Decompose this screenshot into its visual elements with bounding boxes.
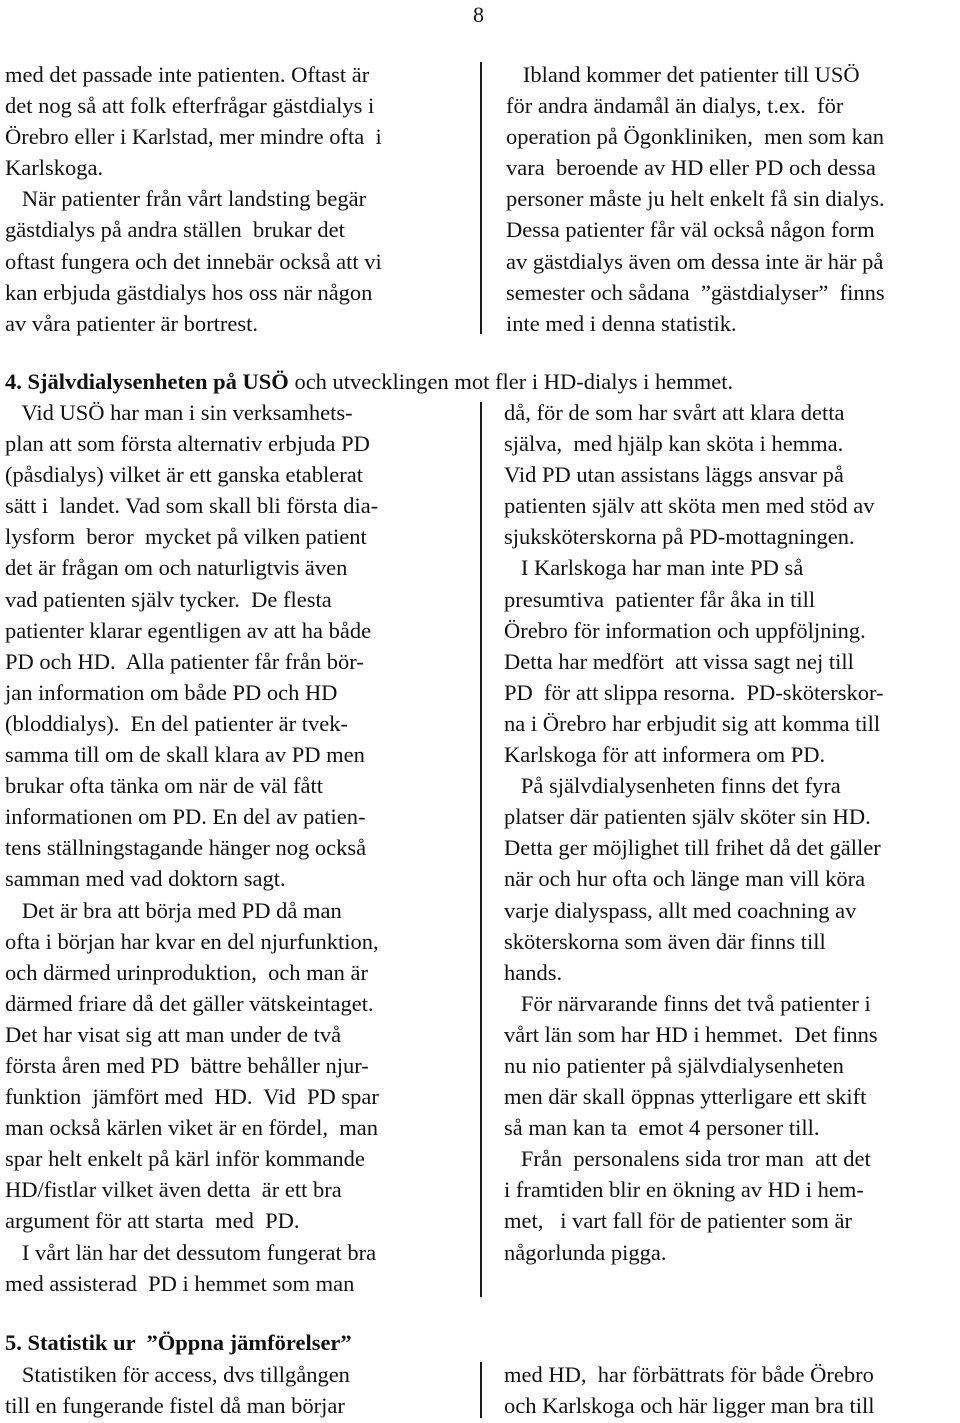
- section-4-right-column: [504, 397, 883, 1268]
- text-line: semester och sådana ”gästdialyser” finns: [506, 279, 885, 305]
- text-line: nu nio patienter på självdialysenheten: [504, 1052, 844, 1078]
- text-line: själva, med hjälp kan sköta i hemma.: [504, 431, 844, 457]
- text-line: patienten själv att sköta men med stöd av: [504, 493, 875, 519]
- text-line: Örebro för information och uppföljning.: [504, 617, 866, 643]
- text-line: informationen om PD. En del av patien-: [5, 804, 366, 830]
- text-line: med assisterad PD i hemmet som man: [5, 1270, 355, 1296]
- text-line: PD för att slippa resorna. PD-sköterskor-: [504, 679, 884, 705]
- text-line: Karlskoga.: [5, 155, 104, 181]
- text-line: samma till om de skall klara av PD men: [5, 742, 365, 768]
- text-line: vad patienten själv tycker. De flesta: [5, 586, 332, 612]
- text-line: vara beroende av HD eller PD och dessa: [506, 155, 876, 181]
- text-line: med HD, har förbättrats för både Örebro: [504, 1362, 874, 1387]
- text-line: patienter klarar egentligen av att ha både: [5, 617, 372, 643]
- text-line: met, i vart fall för de patienter som är: [504, 1208, 852, 1234]
- top-left-column: [5, 59, 382, 339]
- text-line: när och hur ofta och länge man vill köra: [504, 866, 866, 892]
- text-line: Karlskoga för att informera om PD.: [504, 742, 826, 768]
- column-divider-bottom: [480, 1362, 482, 1418]
- section-5-heading-bold: 5. Statistik ur ”Öppna jämförelser”: [5, 1330, 352, 1355]
- text-line: av gästdialys även om dessa inte är här på: [506, 248, 884, 274]
- text-line: funktion jämfört med HD. Vid PD spar: [5, 1084, 379, 1110]
- text-line: gästdialys på andra ställen brukar det: [5, 217, 345, 243]
- text-line: På självdialysenheten finns det fyra: [504, 773, 841, 799]
- text-line: då, för de som har svårt att klara detta: [504, 400, 845, 425]
- section-4-heading-bold: 4. Självdialysenheten på USÖ: [5, 369, 289, 394]
- text-line: ofta i början har kvar en del njurfunktion,: [5, 928, 379, 954]
- section-4-heading-rest: och utvecklingen mot fler i HD-dialys i hemmet.: [288, 369, 734, 394]
- section-4-heading: [5, 367, 733, 397]
- text-line: Detta har medfört att vissa sagt nej till: [504, 648, 854, 674]
- text-line: till en fungerande fistel då man börjar: [5, 1393, 345, 1419]
- section-5-heading: [5, 1328, 352, 1358]
- text-line: För närvarande finns det två patienter i: [504, 990, 871, 1016]
- text-line: i framtiden blir en ökning av HD i hem-: [504, 1177, 864, 1203]
- text-line: plan att som första alternativ erbjuda PD: [5, 431, 370, 457]
- text-line: HD/fistlar vilket även detta är ett bra: [5, 1177, 342, 1203]
- text-line: Ibland kommer det patienter till USÖ: [506, 62, 860, 87]
- text-line: Detta ger möjlighet till frihet då det gäller: [504, 835, 881, 861]
- text-line: presumtiva patienter får åka in till: [504, 586, 816, 612]
- text-line: med det passade inte patienten. Oftast är: [5, 62, 370, 87]
- text-line: PD och HD. Alla patienter får från bör-: [5, 648, 364, 674]
- column-divider-top: [480, 62, 482, 334]
- text-line: och därmed urinproduktion, och man är: [5, 959, 369, 985]
- text-line: Det har visat sig att man under de två: [5, 1021, 342, 1047]
- text-line: men där skall öppnas ytterligare ett skift: [504, 1084, 867, 1110]
- text-line: I vårt län har det dessutom fungerat bra: [5, 1239, 377, 1265]
- top-right-column: [506, 59, 885, 339]
- section-5-left-column: [5, 1359, 350, 1421]
- text-line: Örebro eller i Karlstad, mer mindre ofta i: [5, 124, 382, 150]
- text-line: tens ställningstagande hänger nog också: [5, 835, 367, 861]
- section-4-left-column: [5, 397, 379, 1299]
- text-line: inte med i denna statistik.: [506, 310, 737, 336]
- text-line: na i Örebro har erbjudit sig att komma till: [504, 710, 881, 736]
- text-line: det är frågan om och naturligtvis även: [5, 555, 348, 581]
- section-5-right-column: [504, 1359, 875, 1421]
- text-line: När patienter från vårt landsting begär: [5, 186, 367, 212]
- text-line: I Karlskoga har man inte PD så: [504, 555, 804, 581]
- text-line: operation på Ögonkliniken, men som kan: [506, 124, 885, 150]
- text-line: kan erbjuda gästdialys hos oss när någon: [5, 279, 373, 305]
- text-line: Från personalens sida tror man att det: [504, 1146, 871, 1172]
- text-line: (påsdialys) vilket är ett ganska etablerat: [5, 462, 363, 488]
- text-line: Det är bra att börja med PD då man: [5, 897, 342, 923]
- text-line: första åren med PD bättre behåller njur-: [5, 1052, 369, 1078]
- text-line: spar helt enkelt på kärl inför kommande: [5, 1146, 365, 1172]
- text-line: (bloddialys). En del patienter är tvek-: [5, 710, 349, 736]
- text-line: för andra ändamål än dialys, t.ex. för: [506, 93, 844, 119]
- text-line: platser där patienten själv sköter sin HD.: [504, 804, 871, 830]
- text-line: sjuksköterskorna på PD-mottagningen.: [504, 524, 855, 550]
- text-line: samman med vad doktorn sagt.: [5, 866, 286, 892]
- text-line: och Karlskoga och här ligger man bra till: [504, 1393, 875, 1419]
- text-line: Vid PD utan assistans läggs ansvar på: [504, 462, 844, 488]
- text-line: man också kärlen viket är en fördel, man: [5, 1115, 378, 1141]
- text-line: vårt län som har HD i hemmet. Det finns: [504, 1021, 878, 1047]
- text-line: brukar ofta tänka om när de väl fått: [5, 773, 323, 799]
- text-line: sköterskorna som även där finns till: [504, 928, 826, 954]
- page-number: 8: [473, 2, 484, 27]
- text-line: Statistiken för access, dvs tillgången: [5, 1362, 350, 1387]
- text-line: lysform beror mycket på vilken patient: [5, 524, 367, 550]
- text-line: jan information om både PD och HD: [5, 679, 338, 705]
- text-line: någorlunda pigga.: [504, 1239, 667, 1265]
- text-line: det nog så att folk efterfrågar gästdialys i: [5, 93, 375, 119]
- text-line: argument för att starta med PD.: [5, 1208, 300, 1234]
- text-line: av våra patienter är bortrest.: [5, 310, 258, 336]
- text-line: Dessa patienter får väl också någon form: [506, 217, 875, 243]
- column-divider-middle: [480, 402, 482, 1297]
- text-line: oftast fungera och det innebär också att vi: [5, 248, 382, 274]
- text-line: sätt i landet. Vad som skall bli första dia-: [5, 493, 379, 519]
- text-line: personer måste ju helt enkelt få sin dialys.: [506, 186, 885, 212]
- text-line: varje dialyspass, allt med coachning av: [504, 897, 857, 923]
- text-line: så man kan ta emot 4 personer till.: [504, 1115, 820, 1141]
- text-line: hands.: [504, 959, 563, 985]
- text-line: Vid USÖ har man i sin verksamhets-: [5, 400, 353, 425]
- text-line: därmed friare då det gäller vätskeintaget.: [5, 990, 374, 1016]
